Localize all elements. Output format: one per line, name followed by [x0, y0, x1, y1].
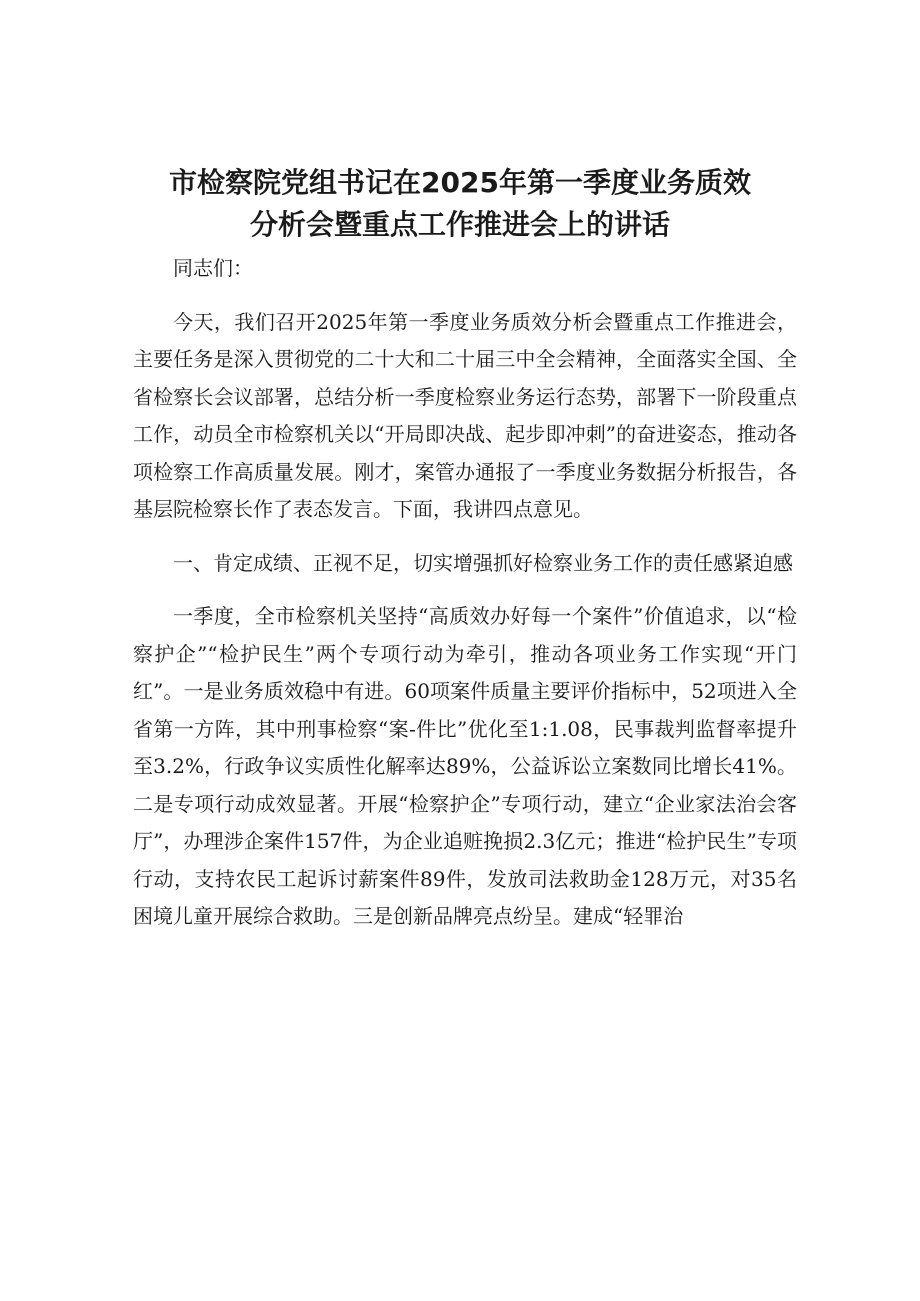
document-title: [100, 162, 820, 246]
paragraph-opening: 今天，我们召开2025年第一季度业务质效分析会暨重点工作推进会，主要任务是深入贯彻党的二十大和二十届三中全会精神，全面落实全国、全省检察长会议部署，总结分析一季度检察业务运行态势，部署下一阶段重点工作，动员全市检察机关以“开局即决战、起步即冲刺”的奋进姿态，推动各项检察工作高质量发展。刚才，案管办通报了一季度业务数据分析报告，各基层院检察长作了表态发言。下面，我讲四点意见。: [133, 309, 797, 521]
salutation: 同志们：: [173, 256, 253, 280]
section-heading-1: 一、肯定成绩、正视不足，切实增强抓好检察业务工作的责任感紧迫感: [173, 550, 793, 575]
document-body: [133, 250, 797, 936]
paragraph-achievements: 一季度，全市检察机关坚持“高质效办好每一个案件”价值追求，以“检察护企”“检护民生”两个专项行动为牵引，推动各项业务工作实现“开门红”。一是业务质效稳中有进。60项案件质量主要评价指标中，52项进入全省第一方阵，其中刑事检察“案-件比”优化至1:1.08，民事裁判监督率提升至3.2%，行政争议实质性化解率达89%，公益诉讼立案数同比增长41%。二是专项行动成效显著。开展“检察护企”专项行动，建立“企业家法治会客厅”，办理涉企案件157件，为企业追赃挽损2.3亿元；推进“检护民生”专项行动，支持农民工起诉讨薪案件89件，发放司法救助金128万元，对35名困境儿童开展综合救助。三是创新品牌亮点纷呈。建成“轻罪治: [133, 604, 797, 928]
title-line-2: 分析会暨重点工作推进会上的讲话: [249, 208, 670, 241]
title-line-1: 市检察院党组书记在2025年第一季度业务质效: [169, 166, 751, 199]
